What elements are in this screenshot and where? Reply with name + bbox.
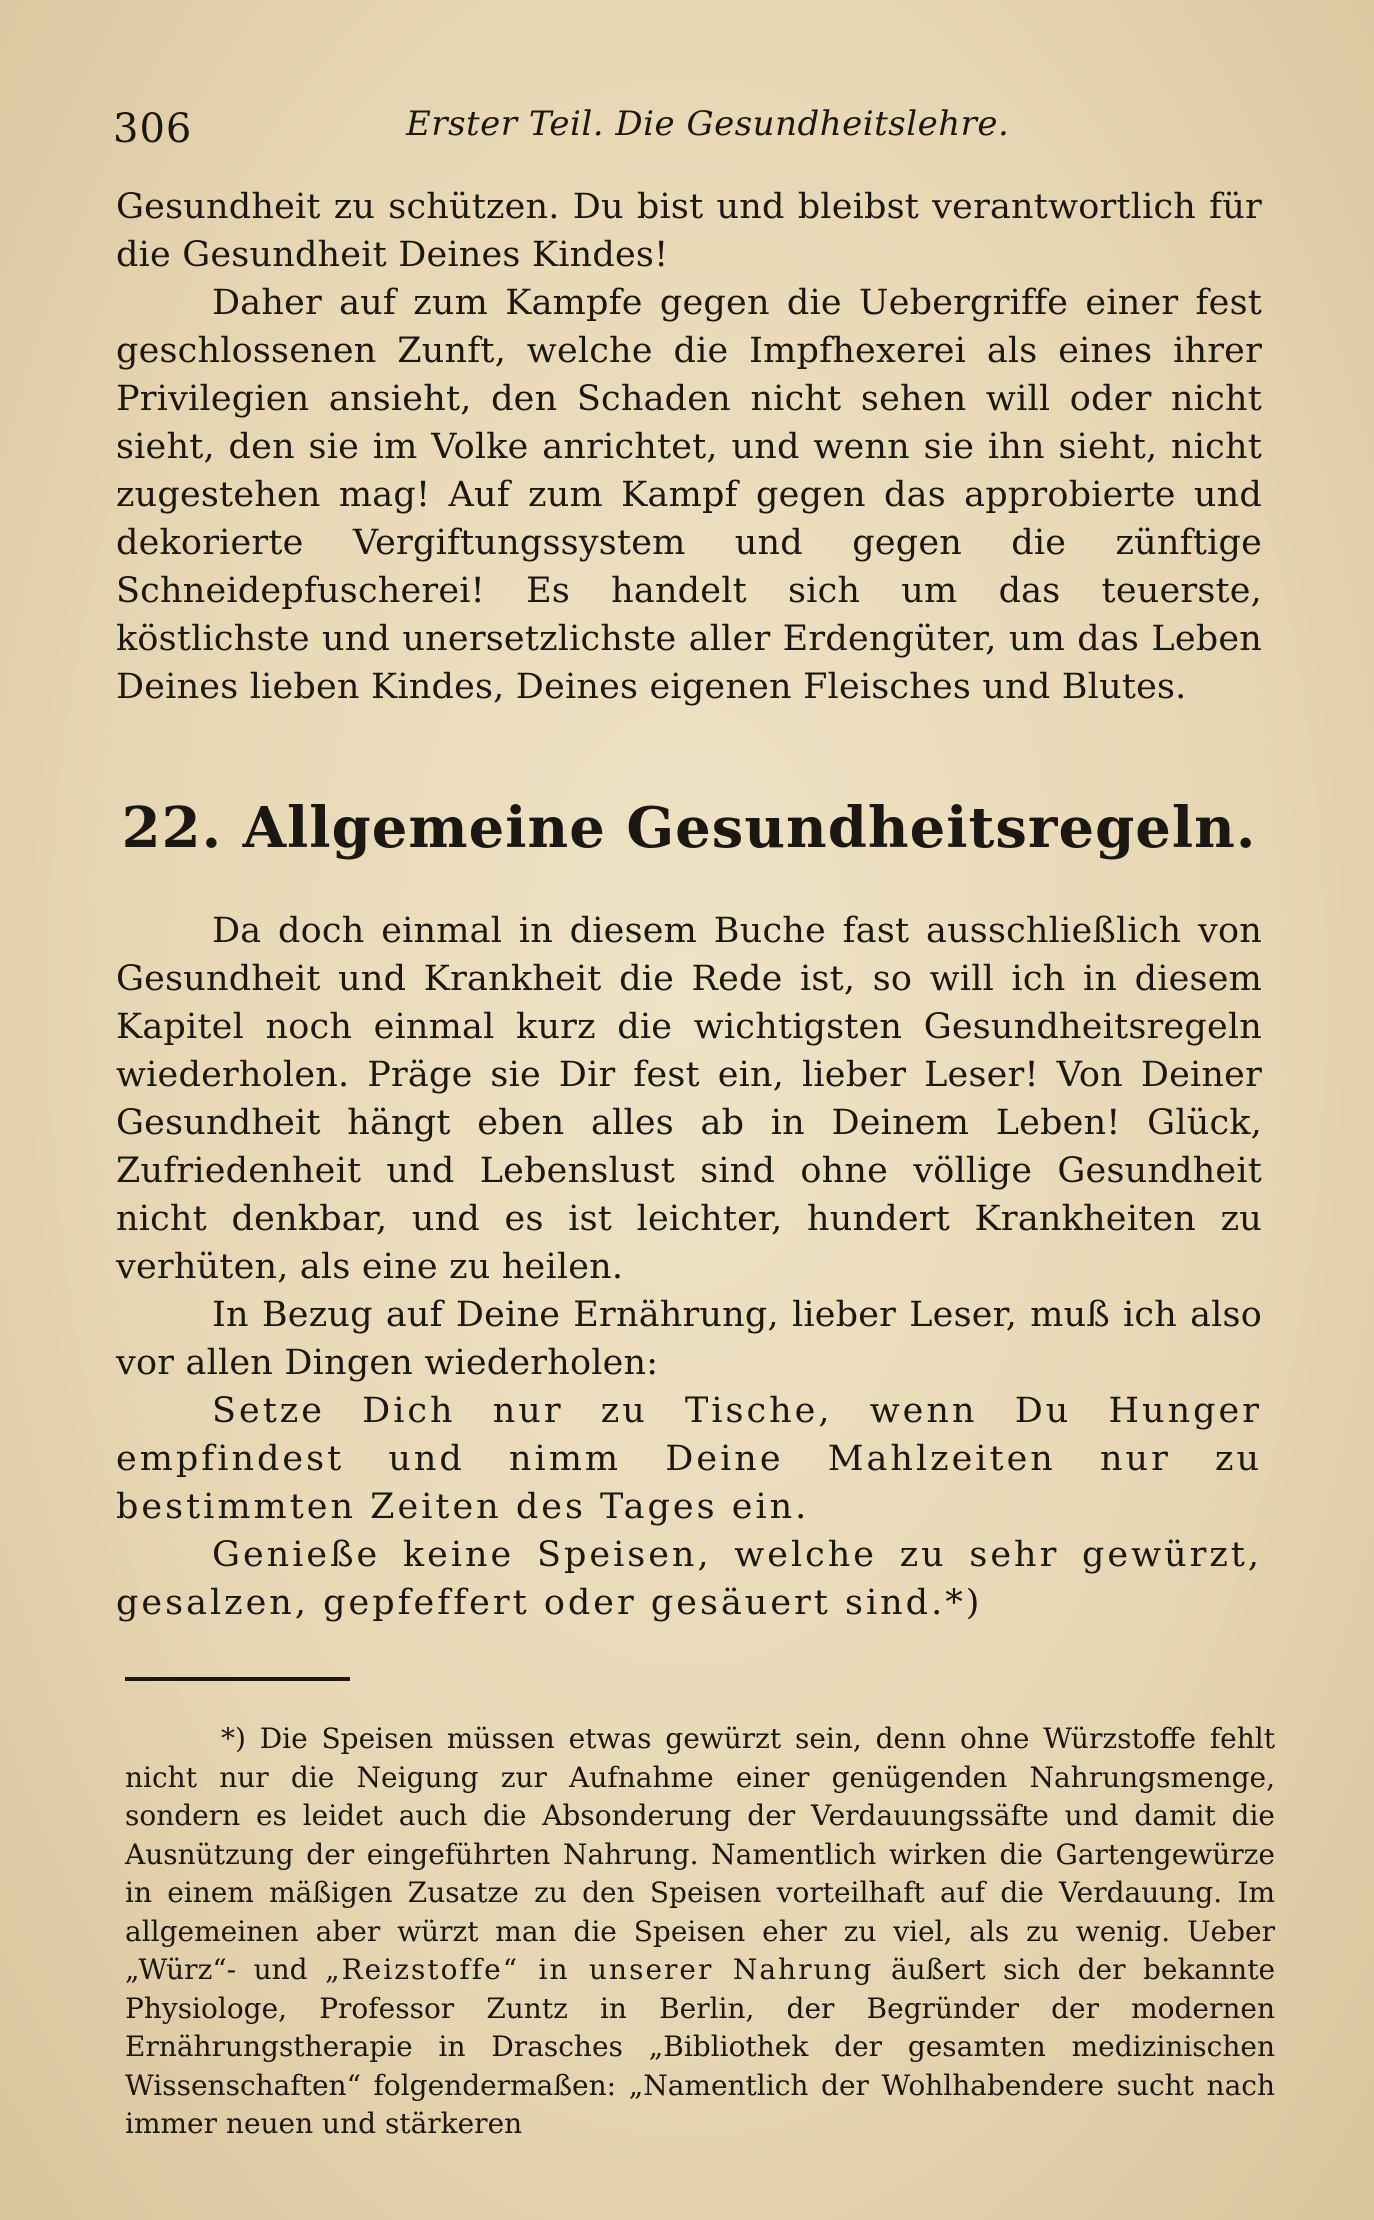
intro-text: [116, 183, 1262, 711]
footnote: [125, 1720, 1275, 2144]
footnote-divider: [125, 1677, 350, 1681]
running-head: Erster Teil. Die Gesundheitslehre.: [406, 104, 1010, 144]
footnote-paragraph: [125, 1720, 1275, 2144]
section-paragraph-1: Da doch einmal in diesem Buche fast ausschließlich von Gesundheit und Krankheit die Rede ist, so will ich in diesem Kapitel noch einmal kurz die wichtigsten Gesundheitsregeln wiederholen. Präge sie Dir fest ein, lieber Leser! Von Deiner Gesundheit hängt eben alles ab in Deinem Leben! Glück, Zufriedenheit und Lebenslust sind ohne völlige Gesundheit nicht denkbar, und es ist leichter, hundert Krankheiten zu verhüten, als eine zu heilen.: [116, 911, 1262, 1287]
section-text: [116, 907, 1262, 1627]
section-heading: 22. Allgemeine Gesundheitsregeln.: [121, 795, 1257, 861]
footnote-text-start: *) Die Speisen müssen etwas gewürzt sein, denn ohne Würzstoffe fehlt nicht nur die Neigung zur Aufnahme einer genügenden Nahrungsmenge, sondern es leidet auch die Absonderung der Verdauungssäfte und damit die Ausnützung der eingeführten Nahrung. Namentlich wirken die Gartengewürze in einem mäßigen Zusatze zu den Speisen vorteilhaft auf die Verdauung. Im allgemeinen aber würzt man die Speisen eher zu viel, als zu wenig. Ueber „Würz“- und: [125, 1722, 1275, 1986]
footnote-emphasis: „Reizstoffe“ in unserer Nahrung: [325, 1953, 874, 1986]
health-rule-2: Genieße keine Speisen, welche zu sehr gewürzt, gesalzen, gepfeffert oder gesäuert sind.*): [116, 1535, 1262, 1623]
footnote-text-end: äußert sich der bekannte Physiologe, Professor Zuntz in Berlin, der Begründer der modernen Ernährungstherapie in Drasches „Bibliothek der gesamten medizinischen Wissenschaften“ folgendermaßen: „Namentlich der Wohlhabendere sucht nach immer neuen und stärkeren: [125, 1953, 1276, 2140]
health-rule-1: Setze Dich nur zu Tische, wenn Du Hunger empfindest und nimm Deine Mahlzeiten nur zu bestimmten Zeiten des Tages ein.: [116, 1391, 1262, 1527]
intro-paragraph-2: Daher auf zum Kampfe gegen die Uebergriffe einer fest geschlossenen Zunft, welche die Impfhexerei als eines ihrer Privilegien ansieht, den Schaden nicht sehen will oder nicht sieht, den sie im Volke anrichtet, und wenn sie ihn sieht, nicht zugestehen mag! Auf zum Kampf gegen das approbierte und dekorierte Vergiftungssystem und gegen die zünftige Schneidepfuscherei! Es handelt sich um das teuerste, köstlichste und unersetzlichste aller Erdengüter, um das Leben Deines lieben Kindes, Deines eigenen Fleisches und Blutes.: [116, 283, 1262, 707]
section-paragraph-2: In Bezug auf Deine Ernährung, lieber Leser, muß ich also vor allen Dingen wiederholen:: [116, 1295, 1262, 1383]
page-header: [113, 100, 1263, 160]
intro-paragraph-1: Gesundheit zu schützen. Du bist und bleibst verantwortlich für die Gesundheit Deines Kindes!: [116, 187, 1262, 275]
page-number: 306: [113, 106, 193, 152]
